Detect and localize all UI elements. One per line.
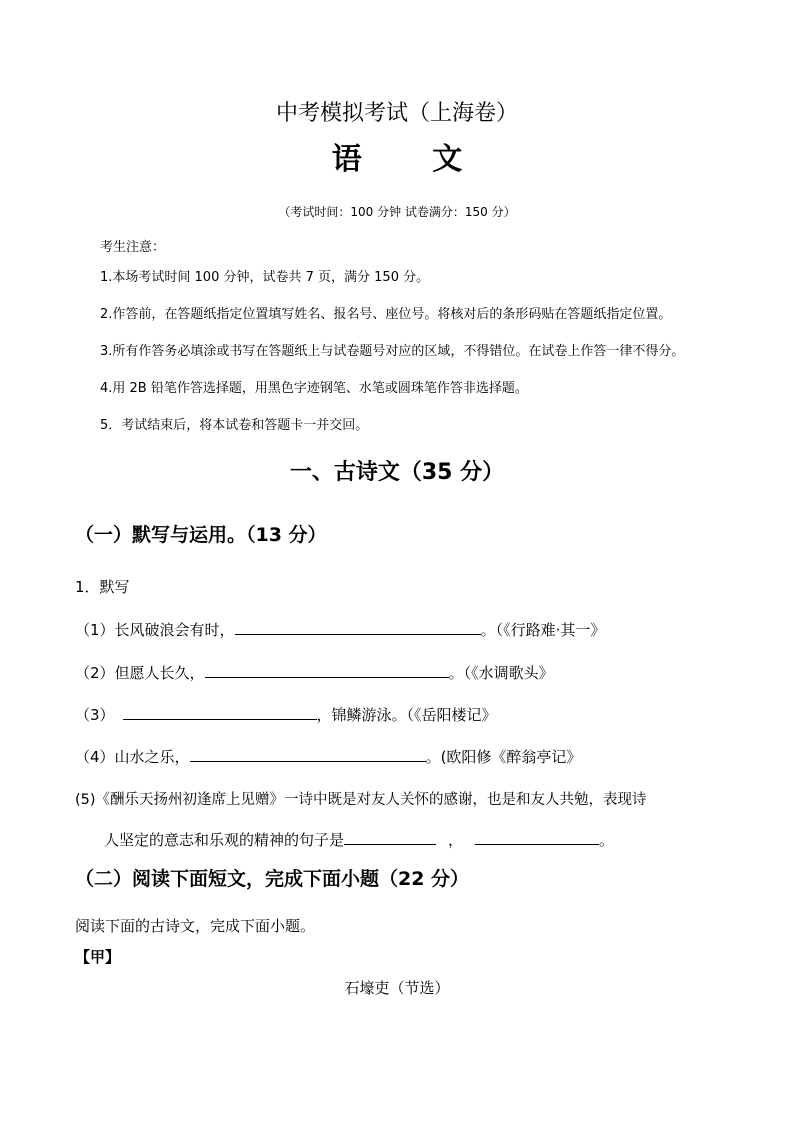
subject-title: 语 文: [331, 142, 493, 177]
answer-blank[interactable]: [475, 828, 599, 845]
notice-item: 3.所有作答务必填涂或书写在答题纸上与试卷题号对应的区域，不得错位。在试卷上作答一律不得分。: [100, 344, 685, 359]
reading-intro: 阅读下面的古诗文，完成下面小题。: [75, 917, 316, 935]
poem-title: 石壕吏（节选）: [344, 979, 450, 997]
item-number: （3）: [75, 706, 115, 724]
notice-item: 1.本场考试时间 100 分钟，试卷共 7 页，满分 150 分。: [100, 270, 430, 285]
question-label: 1．默写: [75, 578, 130, 596]
item-text-before: 但愿人长久，: [114, 664, 205, 682]
item-text-before: 长风破浪会有时，: [114, 621, 235, 639]
answer-blank[interactable]: [123, 703, 317, 720]
answer-blank[interactable]: [344, 828, 436, 845]
item-text-after: 。（《行路难·其一》: [480, 621, 606, 639]
fill-item-3: [75, 703, 497, 725]
exam-title: 中考模拟考试（上海卷）: [275, 101, 518, 126]
item-number: （2）: [75, 664, 115, 682]
item-text-line1: 《酬乐天扬州初逢席上见赠》一诗中既是对友人关怀的感谢，也是和友人共勉，表现诗: [95, 792, 647, 808]
fill-item-5-line2: [104, 828, 614, 850]
item-number: (5): [75, 792, 96, 808]
exam-info: （考试时间：100 分钟 试卷满分：150 分）: [278, 205, 516, 219]
section-title: 一、古诗文（35 分）: [289, 460, 505, 485]
item-text-before: 人坚定的意志和乐观的精神的句子是: [104, 831, 345, 849]
item-separator: ，: [448, 831, 464, 849]
passage-label: 【甲】: [75, 948, 121, 966]
answer-blank[interactable]: [235, 618, 481, 635]
item-text-after: 。（《水调歌头》: [448, 664, 554, 682]
item-text-before: 山水之乐，: [114, 748, 190, 766]
part-title: （一）默写与运用。（13 分）: [75, 524, 327, 546]
item-text-after: ，锦鳞游泳。（《岳阳楼记》: [316, 706, 497, 724]
fill-item-4: [75, 745, 581, 767]
item-number: （1）: [75, 621, 115, 639]
item-number: （4）: [75, 748, 115, 766]
item-text-after: 。(欧阳修《醉翁亭记》: [425, 748, 582, 766]
answer-blank[interactable]: [190, 745, 426, 762]
item-text-end: 。: [599, 831, 615, 849]
fill-item-2: [75, 661, 554, 683]
notice-item: 5．考试结束后，将本试卷和答题卡一并交回。: [100, 418, 369, 433]
answer-blank[interactable]: [205, 661, 449, 678]
notice-item: 2.作答前，在答题纸指定位置填写姓名、报名号、座位号。将核对后的条形码贴在答题纸指定位置。: [100, 307, 672, 322]
part-title: （二）阅读下面短文，完成下面小题（22 分）: [75, 868, 470, 890]
notice-heading: 考生注意：: [100, 240, 166, 255]
fill-item-1: [75, 618, 605, 640]
notice-item: 4.用 2B 铅笔作答选择题，用黑色字迹钢笔、水笔或圆珠笔作答非选择题。: [100, 381, 528, 396]
fill-item-5: [75, 788, 647, 809]
